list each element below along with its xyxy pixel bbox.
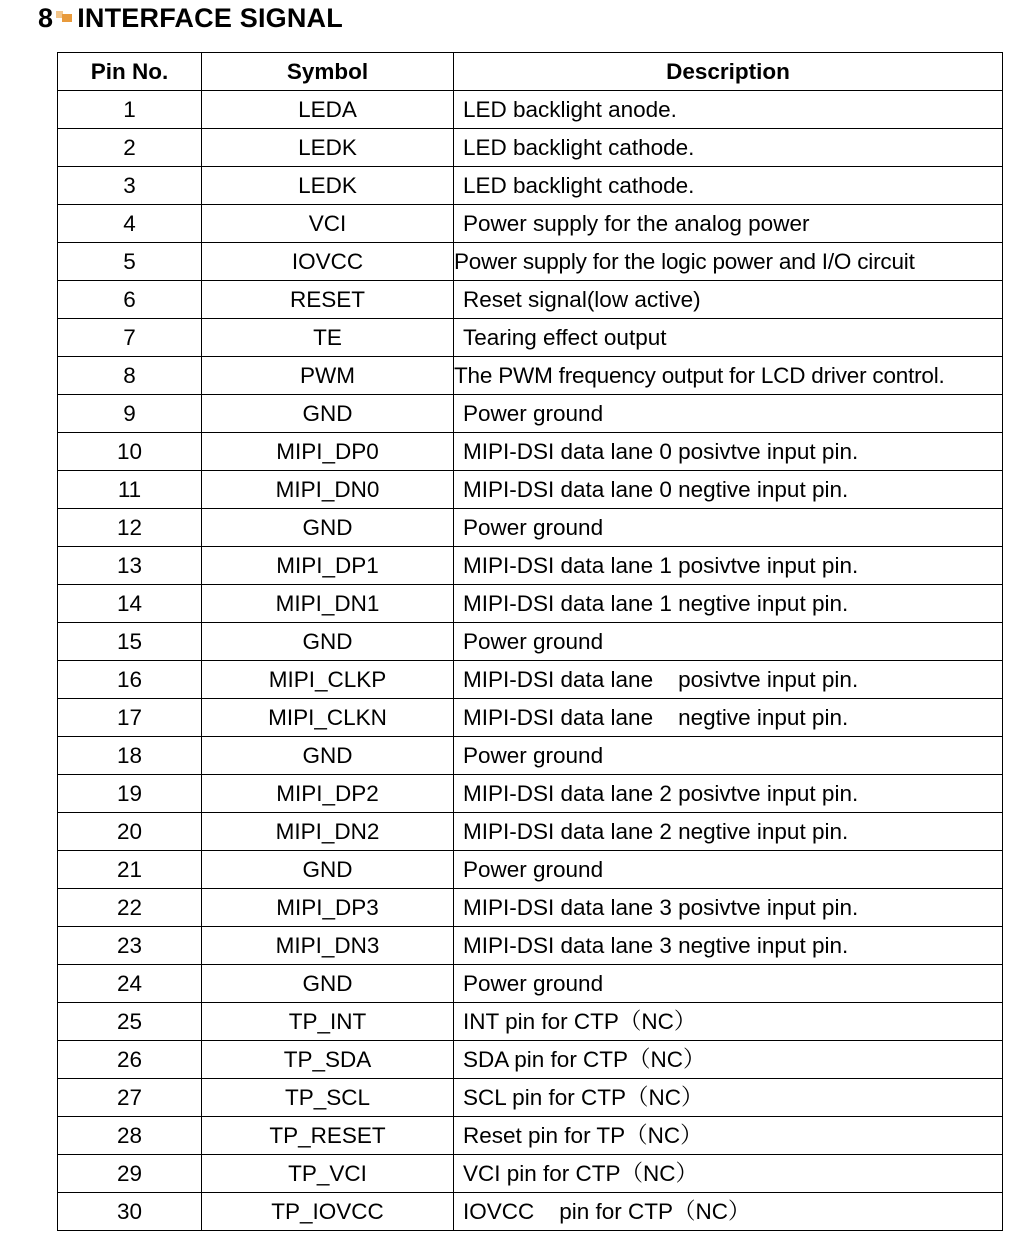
pin-number-cell: 10 [58,433,202,471]
pin-number-cell: 30 [58,1193,202,1231]
table-row [58,737,1003,775]
pin-number-cell: 15 [58,623,202,661]
description-cell: MIPI-DSI data lane 1 posivtve input pin. [454,547,1003,585]
description-cell: MIPI-DSI data lane 2 posivtve input pin. [454,775,1003,813]
pin-number-cell: 27 [58,1079,202,1117]
pin-number-cell: 8 [58,357,202,395]
description-cell: Power ground [454,623,1003,661]
table-row [58,471,1003,509]
description-cell: MIPI-DSI data lane 3 posivtve input pin. [454,889,1003,927]
table-row [58,1193,1003,1231]
symbol-cell: MIPI_DP0 [202,433,454,471]
description-cell: SDA pin for CTP（NC） [454,1041,1003,1079]
symbol-cell: MIPI_DN2 [202,813,454,851]
table-row [58,661,1003,699]
symbol-cell: MIPI_DN1 [202,585,454,623]
description-cell: MIPI-DSI data lane 1 negtive input pin. [454,585,1003,623]
pin-number-cell: 5 [58,243,202,281]
pin-number-cell: 2 [58,129,202,167]
table-row [58,319,1003,357]
symbol-cell: GND [202,851,454,889]
table-row [58,129,1003,167]
symbol-cell: PWM [202,357,454,395]
section-number: 8 [38,2,54,33]
symbol-cell: TE [202,319,454,357]
description-cell: Power supply for the analog power [454,205,1003,243]
table-row [58,1003,1003,1041]
description-cell: MIPI-DSI data lane negtive input pin. [454,699,1003,737]
table-row [58,813,1003,851]
pin-number-cell: 20 [58,813,202,851]
description-cell: VCI pin for CTP（NC） [454,1155,1003,1193]
description-cell: The PWM frequency output for LCD driver control. [454,357,1003,395]
table-row [58,1117,1003,1155]
symbol-cell: MIPI_DN0 [202,471,454,509]
description-cell: Power supply for the logic power and I/O circuit [454,243,1003,281]
table-row [58,965,1003,1003]
pin-number-cell: 16 [58,661,202,699]
table-row [58,1079,1003,1117]
pin-number-cell: 9 [58,395,202,433]
description-cell: Power ground [454,395,1003,433]
symbol-cell: TP_INT [202,1003,454,1041]
pin-number-cell: 3 [58,167,202,205]
pin-number-cell: 22 [58,889,202,927]
table-row [58,509,1003,547]
header-pin-no: Pin No. [58,53,202,91]
description-cell: Power ground [454,737,1003,775]
pin-number-cell: 18 [58,737,202,775]
table-row [58,585,1003,623]
symbol-cell: GND [202,965,454,1003]
pin-number-cell: 24 [58,965,202,1003]
pin-number-cell: 26 [58,1041,202,1079]
pin-number-cell: 4 [58,205,202,243]
description-cell: LED backlight cathode. [454,167,1003,205]
description-cell: Power ground [454,965,1003,1003]
table-row [58,433,1003,471]
symbol-cell: TP_SCL [202,1079,454,1117]
table-row [58,927,1003,965]
table-body [58,91,1003,1231]
description-cell: INT pin for CTP（NC） [454,1003,1003,1041]
description-cell: LED backlight anode. [454,91,1003,129]
table-row [58,851,1003,889]
table-row [58,623,1003,661]
table-row [58,91,1003,129]
description-cell: LED backlight cathode. [454,129,1003,167]
pin-number-cell: 21 [58,851,202,889]
symbol-cell: GND [202,395,454,433]
symbol-cell: MIPI_CLKP [202,661,454,699]
symbol-cell: LEDK [202,167,454,205]
description-cell: Reset pin for TP（NC） [454,1117,1003,1155]
symbol-cell: VCI [202,205,454,243]
pin-number-cell: 28 [58,1117,202,1155]
symbol-cell: MIPI_DN3 [202,927,454,965]
table-row [58,699,1003,737]
table-row [58,547,1003,585]
table-row [58,1041,1003,1079]
description-cell: MIPI-DSI data lane 0 posivtve input pin. [454,433,1003,471]
table-row [58,357,1003,395]
symbol-cell: TP_VCI [202,1155,454,1193]
section-heading [38,0,343,36]
table-row [58,281,1003,319]
description-cell: IOVCC pin for CTP（NC） [454,1193,1003,1231]
pin-number-cell: 17 [58,699,202,737]
section-marker-icon [56,9,74,23]
description-cell: MIPI-DSI data lane 3 negtive input pin. [454,927,1003,965]
symbol-cell: RESET [202,281,454,319]
description-cell: MIPI-DSI data lane posivtve input pin. [454,661,1003,699]
symbol-cell: LEDK [202,129,454,167]
table-row [58,205,1003,243]
table-row [58,395,1003,433]
description-cell: Power ground [454,509,1003,547]
pin-number-cell: 19 [58,775,202,813]
interface-signal-table [57,52,1003,1231]
symbol-cell: IOVCC [202,243,454,281]
table-row [58,243,1003,281]
symbol-cell: MIPI_DP2 [202,775,454,813]
table-row [58,889,1003,927]
table-row [58,775,1003,813]
pin-number-cell: 12 [58,509,202,547]
description-cell: SCL pin for CTP（NC） [454,1079,1003,1117]
description-cell: MIPI-DSI data lane 2 negtive input pin. [454,813,1003,851]
description-cell: MIPI-DSI data lane 0 negtive input pin. [454,471,1003,509]
symbol-cell: GND [202,509,454,547]
symbol-cell: TP_RESET [202,1117,454,1155]
symbol-cell: TP_IOVCC [202,1193,454,1231]
symbol-cell: MIPI_DP1 [202,547,454,585]
symbol-cell: TP_SDA [202,1041,454,1079]
table-header-row [58,53,1003,91]
symbol-cell: GND [202,737,454,775]
pin-number-cell: 6 [58,281,202,319]
table-row [58,167,1003,205]
pin-number-cell: 29 [58,1155,202,1193]
symbol-cell: MIPI_DP3 [202,889,454,927]
description-cell: Tearing effect output [454,319,1003,357]
header-description: Description [454,53,1003,91]
description-cell: Reset signal(low active) [454,281,1003,319]
description-cell: Power ground [454,851,1003,889]
pin-number-cell: 25 [58,1003,202,1041]
symbol-cell: LEDA [202,91,454,129]
pin-number-cell: 13 [58,547,202,585]
pin-number-cell: 14 [58,585,202,623]
pin-number-cell: 11 [58,471,202,509]
header-symbol: Symbol [202,53,454,91]
symbol-cell: MIPI_CLKN [202,699,454,737]
section-title: INTERFACE SIGNAL [77,2,343,33]
pin-number-cell: 23 [58,927,202,965]
table-row [58,1155,1003,1193]
pin-number-cell: 1 [58,91,202,129]
pin-number-cell: 7 [58,319,202,357]
symbol-cell: GND [202,623,454,661]
